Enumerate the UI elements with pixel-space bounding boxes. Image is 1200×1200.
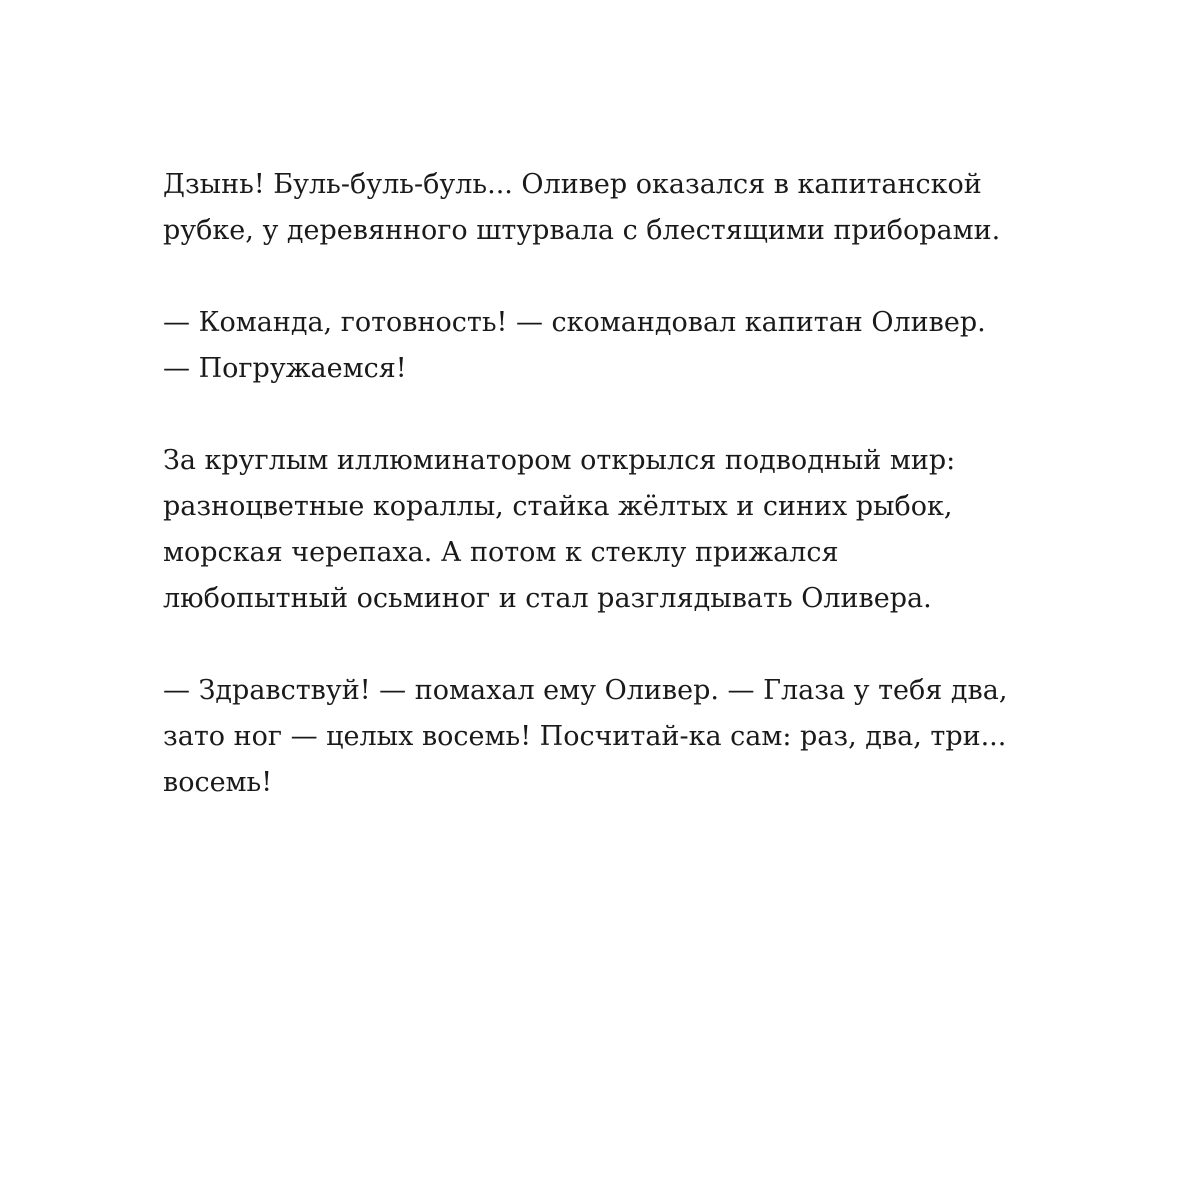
text-line: — Здравствуй! — помахал ему Оливер. — Глаза у тебя два, (163, 675, 1008, 706)
text-line: — Погружаемся! (163, 353, 407, 384)
text-line: зато ног — целых восемь! Посчитай-ка сам: раз, два, три... (163, 721, 1007, 752)
paragraph-3 (163, 438, 1083, 622)
text-line: разноцветные кораллы, стайка жёлтых и синих рыбок, (163, 491, 953, 522)
text-line: любопытный осьминог и стал разглядывать Оливера. (163, 583, 932, 614)
paragraph-2 (163, 300, 1083, 392)
text-line: морская черепаха. А потом к стеклу прижался (163, 537, 839, 568)
text-line: восемь! (163, 767, 273, 798)
story-text (163, 162, 1083, 852)
text-line: За круглым иллюминатором открылся подводный мир: (163, 445, 956, 476)
text-line: рубке, у деревянного штурвала с блестящими приборами. (163, 215, 1001, 246)
text-line: Дзынь! Буль-буль-буль... Оливер оказался в капитанской (163, 169, 982, 200)
paragraph-4 (163, 668, 1083, 806)
text-line: — Команда, готовность! — скомандовал капитан Оливер. (163, 307, 986, 338)
paragraph-1 (163, 162, 1083, 254)
